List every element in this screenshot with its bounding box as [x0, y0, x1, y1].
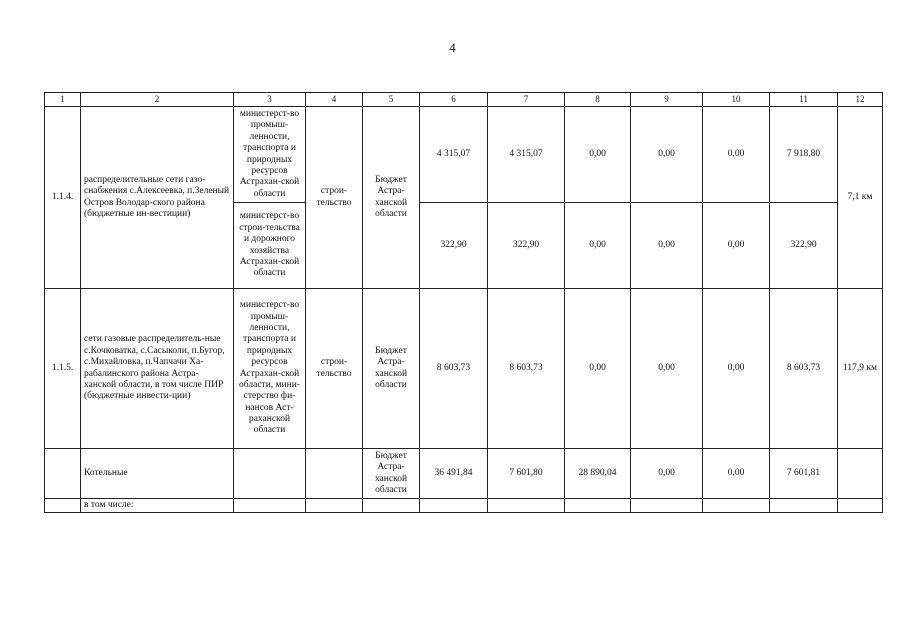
- table-row-1-1-4-a: [45, 107, 883, 203]
- value-cell: 0,00: [703, 203, 770, 289]
- value-cell: 4 315,07: [420, 107, 488, 203]
- empty-cell: [306, 499, 363, 513]
- object-name: сети газовые распределитель-ные с.Кочковатка, с.Сасыколи, п.Бугор, с.Михайловка, п.Чапчачи Ха-рабалинского района Астра-ханской области, в том числе ПИР (бюджетные инвести-ции): [81, 289, 234, 449]
- capacity-cell: 7,1 км: [838, 107, 883, 289]
- row-number: [45, 449, 81, 499]
- header-row: [45, 93, 883, 107]
- table-row-1-1-5: [45, 289, 883, 449]
- header-cell: 6: [420, 93, 488, 107]
- object-name: распределительные сети газо-снабжения с.Алексеевка, п.Зеленый Остров Володар-ского района (бюджетные ин-вестиции): [81, 107, 234, 289]
- organization-cell: министерст-во строи-тельства и дорожного хозяйства Астрахан-ской области: [234, 203, 306, 289]
- value-cell: 0,00: [565, 107, 631, 203]
- value-cell: 4 315,07: [488, 107, 565, 203]
- value-cell: 0,00: [631, 449, 703, 499]
- object-name: Котельные: [81, 449, 234, 499]
- header-cell: 7: [488, 93, 565, 107]
- value-cell: 0,00: [565, 203, 631, 289]
- work-type-cell: строи-тельство: [306, 107, 363, 289]
- table-row-boilers: [45, 449, 883, 499]
- empty-cell: [770, 499, 838, 513]
- empty-cell: [488, 499, 565, 513]
- value-cell: 7 601,81: [770, 449, 838, 499]
- organization-cell: [234, 449, 306, 499]
- empty-cell: [838, 499, 883, 513]
- value-cell: 36 491,84: [420, 449, 488, 499]
- work-type-cell: [306, 449, 363, 499]
- value-cell: 8 603,73: [420, 289, 488, 449]
- value-cell: 0,00: [631, 107, 703, 203]
- capacity-cell: [838, 449, 883, 499]
- table-row-including: [45, 499, 883, 513]
- funding-source-cell: Бюджет Астра-ханской области: [363, 449, 420, 499]
- value-cell: 0,00: [631, 289, 703, 449]
- row-number: 1.1.5.: [45, 289, 81, 449]
- funding-source-cell: Бюджет Астра-ханской области: [363, 107, 420, 289]
- budget-table: [44, 92, 883, 513]
- value-cell: 0,00: [565, 289, 631, 449]
- header-cell: 8: [565, 93, 631, 107]
- value-cell: 0,00: [703, 107, 770, 203]
- value-cell: 8 603,73: [488, 289, 565, 449]
- value-cell: 28 890,04: [565, 449, 631, 499]
- header-cell: 12: [838, 93, 883, 107]
- row-number: [45, 499, 81, 513]
- header-cell: 2: [81, 93, 234, 107]
- funding-source-cell: Бюджет Астра-ханской области: [363, 289, 420, 449]
- empty-cell: [565, 499, 631, 513]
- row-number: 1.1.4.: [45, 107, 81, 289]
- value-cell: 7 918,80: [770, 107, 838, 203]
- header-cell: 10: [703, 93, 770, 107]
- header-cell: 9: [631, 93, 703, 107]
- value-cell: 0,00: [703, 449, 770, 499]
- empty-cell: [363, 499, 420, 513]
- empty-cell: [234, 499, 306, 513]
- object-name: в том числе:: [81, 499, 234, 513]
- empty-cell: [420, 499, 488, 513]
- capacity-cell: 117,9 км: [838, 289, 883, 449]
- organization-cell: министерст-во промыш-ленности, транспорта и природных ресурсов Астрахан-ской области, мини-стерство фи-нансов Аст-раханской области: [234, 289, 306, 449]
- value-cell: 7 601,80: [488, 449, 565, 499]
- value-cell: 8 603,73: [770, 289, 838, 449]
- header-cell: 5: [363, 93, 420, 107]
- header-cell: 3: [234, 93, 306, 107]
- header-cell: 1: [45, 93, 81, 107]
- page-number: 4: [449, 40, 456, 55]
- value-cell: 322,90: [420, 203, 488, 289]
- header-cell: 4: [306, 93, 363, 107]
- header-cell: 11: [770, 93, 838, 107]
- organization-cell: министерст-во промыш-ленности, транспорта и природных ресурсов Астрахан-ской области: [234, 107, 306, 203]
- empty-cell: [703, 499, 770, 513]
- value-cell: 0,00: [703, 289, 770, 449]
- empty-cell: [631, 499, 703, 513]
- work-type-cell: строи-тельство: [306, 289, 363, 449]
- value-cell: 322,90: [488, 203, 565, 289]
- value-cell: 322,90: [770, 203, 838, 289]
- value-cell: 0,00: [631, 203, 703, 289]
